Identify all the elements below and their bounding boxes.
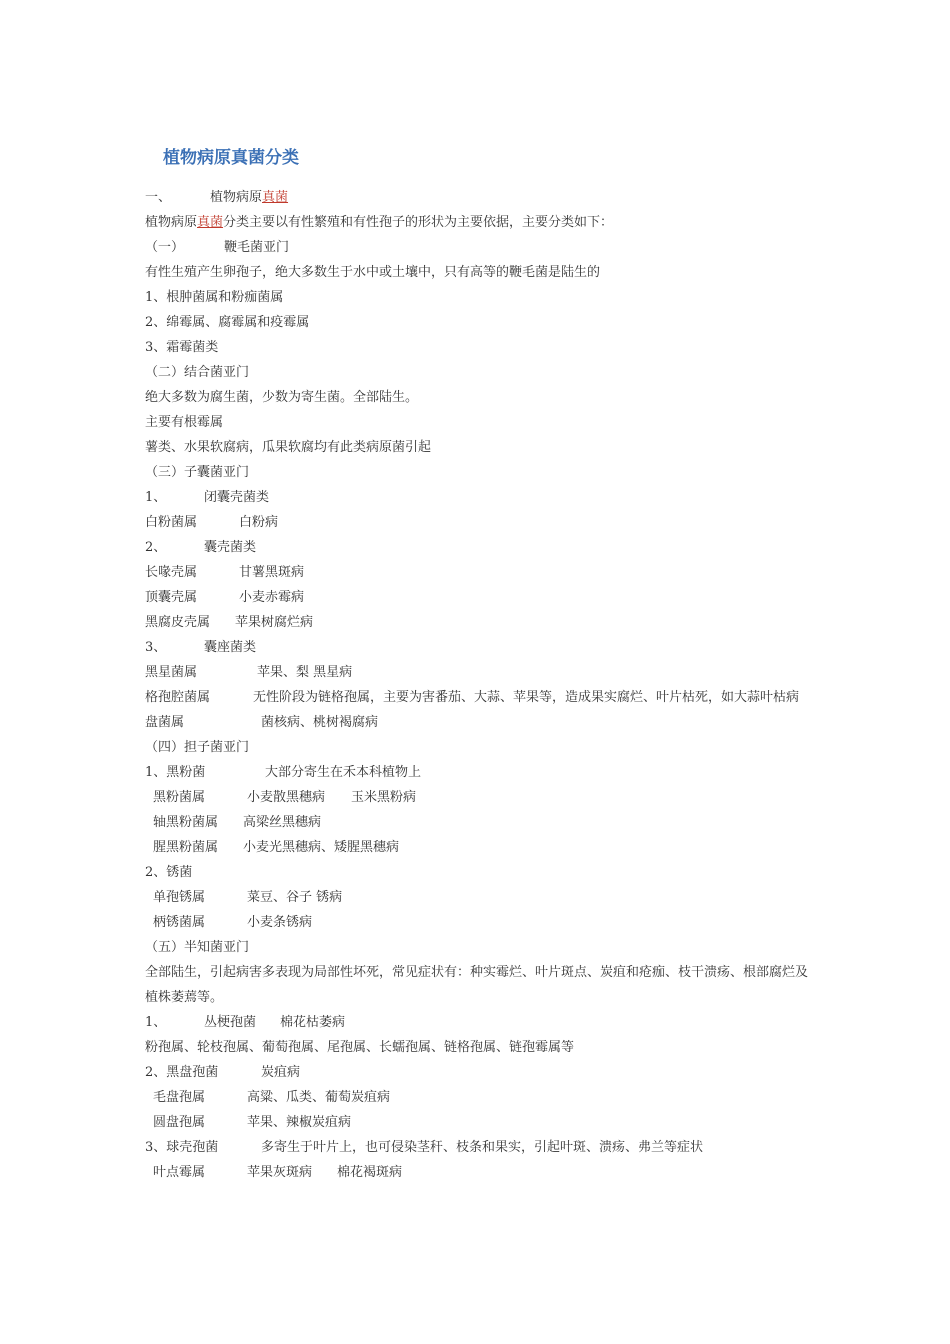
text-line: 1、 闭囊壳菌类 — [145, 490, 270, 505]
text-line: 1、 丛梗孢菌 棉花枯萎病 — [145, 1015, 346, 1030]
page-title: 植物病原真菌分类 — [163, 148, 299, 168]
link-zhenjun[interactable]: 真菌 — [262, 190, 289, 205]
section-heading: 一、 植物病原真菌 — [145, 190, 289, 205]
text-line: 2、黑盘孢菌 炭疽病 — [145, 1065, 301, 1080]
subsection-heading: （二）结合菌亚门 — [145, 365, 250, 380]
text-line: 2、绵霉属、腐霉属和疫霉属 — [145, 315, 310, 330]
text-line: 单孢锈属 菜豆、谷子 锈病 — [153, 890, 343, 905]
intro-paragraph: 植物病原真菌分类主要以有性繁殖和有性孢子的形状为主要依据，主要分类如下： — [145, 215, 614, 230]
text-line: 轴黑粉菌属 高梁丝黑穗病 — [153, 815, 322, 830]
text-line: 长喙壳属 甘薯黑斑病 — [145, 565, 305, 580]
text-line: 3、球壳孢菌 多寄生于叶片上，也可侵染茎秆、枝条和果实，引起叶斑、溃疡、弗兰等症状 — [145, 1140, 704, 1155]
subsection-heading: （一） 鞭毛菌亚门 — [145, 240, 290, 255]
text-line: 腥黑粉菌属 小麦光黑穗病、矮腥黑穗病 — [153, 840, 400, 855]
text-line: 2、锈菌 — [145, 865, 193, 880]
text-line: 全部陆生，引起病害多表现为局部性坏死，常见症状有：种实霉烂、叶片斑点、炭疽和疮痂、枝干溃疡、根部腐烂及植株萎蔫等。 — [145, 965, 809, 1005]
subsection-heading: （四）担子菌亚门 — [145, 740, 250, 755]
text-line: 黑腐皮壳属 苹果树腐烂病 — [145, 615, 314, 630]
text-line: 黑星菌属 苹果、梨 黑星病 — [145, 665, 353, 680]
subsection-heading: （三）子囊菌亚门 — [145, 465, 250, 480]
text-line: 薯类、水果软腐病，瓜果软腐均有此类病原菌引起 — [145, 440, 432, 455]
text-line: 有性生殖产生卵孢子，绝大多数生于水中或土壤中，只有高等的鞭毛菌是陆生的 — [145, 265, 601, 280]
text-line: 粉孢属、轮枝孢属、葡萄孢属、尾孢属、长蠕孢属、链格孢属、链孢霉属等 — [145, 1040, 575, 1055]
text-line: 3、霜霉菌类 — [145, 340, 219, 355]
text-line: 黑粉菌属 小麦散黑穗病 玉米黑粉病 — [153, 790, 417, 805]
text-line: 顶囊壳属 小麦赤霉病 — [145, 590, 305, 605]
text-line: 绝大多数为腐生菌，少数为寄生菌。全部陆生。 — [145, 390, 419, 405]
text-line: 格孢腔菌属 无性阶段为链格孢属，主要为害番茄、大蒜、苹果等，造成果实腐烂、叶片枯死，如大蒜叶枯病 — [145, 690, 800, 705]
subsection-heading: （五）半知菌亚门 — [145, 940, 250, 955]
text-line: 白粉菌属 白粉病 — [145, 515, 279, 530]
link-zhenjun-2[interactable]: 真菌 — [197, 215, 224, 230]
text-line: 3、 囊座菌类 — [145, 640, 257, 655]
text-line: 盘菌属 菌核病、桃树褐腐病 — [145, 715, 379, 730]
text-line: 1、黑粉菌 大部分寄生在禾本科植物上 — [145, 765, 422, 780]
text-line: 圆盘孢属 苹果、辣椒炭疽病 — [153, 1115, 352, 1130]
text-line: 2、 囊壳菌类 — [145, 540, 257, 555]
text-line: 主要有根霉属 — [145, 415, 224, 430]
document-body — [145, 185, 815, 1185]
text-line: 叶点霉属 苹果灰斑病 棉花褐斑病 — [153, 1165, 403, 1180]
text-line: 1、根肿菌属和粉痂菌属 — [145, 290, 284, 305]
text-line: 柄锈菌属 小麦条锈病 — [153, 915, 313, 930]
text-line: 毛盘孢属 高粱、瓜类、葡萄炭疽病 — [153, 1090, 391, 1105]
